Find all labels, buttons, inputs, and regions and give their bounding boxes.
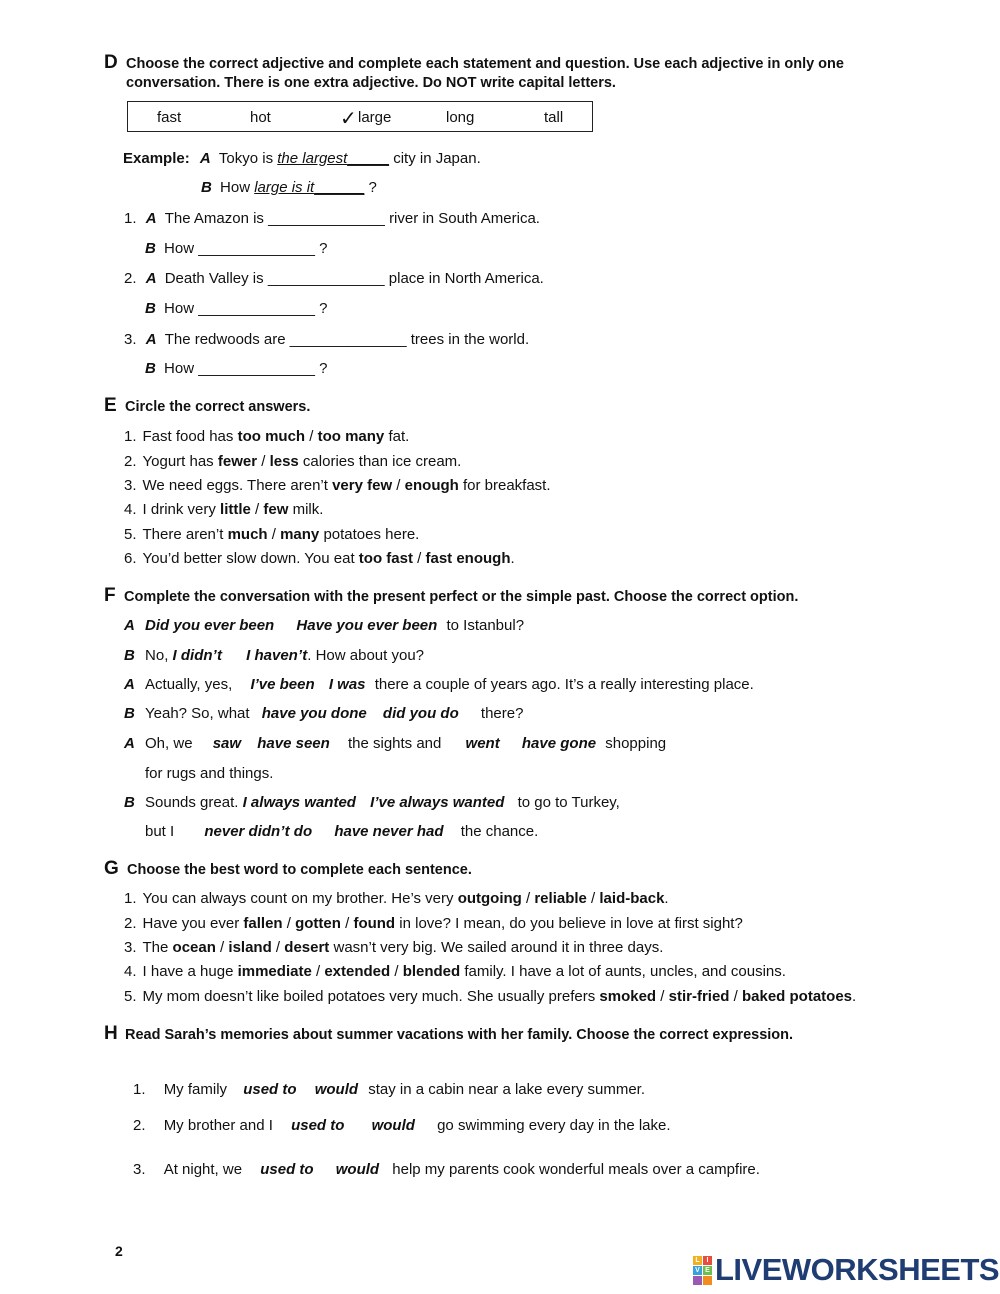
h-item-1 [133,1081,645,1098]
choice-option[interactable]: island [228,939,272,956]
f-text: the sights and [347,735,442,752]
choice-option[interactable]: found [353,915,396,932]
item-number: 1. [124,428,137,445]
choice-option[interactable]: too fast [358,550,413,567]
f-line-2 [124,647,424,664]
item-number: 3. [124,939,137,956]
f-line-6-cont [145,823,538,840]
word-box [127,101,593,132]
answer-blank[interactable]: ______________ [267,270,385,287]
choice-option[interactable]: fallen [243,915,283,932]
d-item-text: trees in the world. [410,331,530,348]
e-text: fat. [384,428,410,445]
choice-option[interactable]: much [227,526,268,543]
g-text: . [664,890,669,907]
h-text: stay in a cabin near a lake every summer. [368,1081,646,1098]
speaker-a: A [145,210,157,227]
item-number: 3. [133,1161,146,1178]
speaker-b: B [124,794,135,811]
word-fast: fast [157,109,182,126]
f-text: to Istanbul? [446,617,525,634]
logo-block [703,1276,712,1285]
separator: / [521,890,535,907]
item-number: 6. [124,550,137,567]
h-text: At night, we [163,1161,243,1178]
logo-block [693,1276,702,1285]
choice-option[interactable]: ocean [172,939,216,956]
item-number: 2. [124,453,137,470]
item-number: 2. [133,1117,146,1134]
separator: / [311,963,325,980]
choice-option[interactable]: I’ve always wanted [370,794,505,811]
item-number: 3. [124,331,137,348]
choice-option[interactable]: never didn’t do [204,823,313,840]
e-text: We need eggs. There aren’t [142,477,333,494]
speaker-b: B [145,240,156,257]
item-number: 2. [124,915,137,932]
word-long: long [446,109,475,126]
speaker-a: A [124,676,135,693]
choice-option[interactable]: too much [237,428,306,445]
choice-option[interactable]: would [314,1081,359,1098]
separator: / [250,501,264,518]
word-large: large [358,109,392,126]
item-number: 1. [133,1081,146,1098]
g-item-4 [124,963,786,980]
choice-option[interactable]: fewer [217,453,258,470]
d-item-text: How [164,360,195,377]
section-h-letter: H [104,1023,118,1044]
example-a-pre: Tokyo is [218,150,274,167]
example-b-pre: How [220,179,251,196]
separator: / [215,939,229,956]
speaker-b: B [201,179,212,196]
choice-option[interactable]: outgoing [457,890,522,907]
logo-block: I [703,1256,712,1265]
d-item-text: How [164,300,195,317]
choice-option[interactable]: desert [284,939,330,956]
separator: / [656,988,669,1005]
answer-blank[interactable]: ______________ [198,300,315,317]
choice-option[interactable]: I didn’t [172,647,222,664]
example-a-post: city in Japan. [393,150,481,167]
choice-option[interactable]: very few [332,477,393,494]
logo-block: V [693,1266,702,1275]
choice-option[interactable]: smoked [599,988,657,1005]
item-number: 5. [124,988,137,1005]
choice-option[interactable]: Did you ever been [145,617,275,634]
section-f-letter: F [104,585,116,606]
e-item-5 [124,526,419,543]
item-number: 1. [124,890,137,907]
e-text: Yogurt has [142,453,218,470]
d-item-1-a [124,210,540,227]
separator: / [729,988,742,1005]
speaker-a: A [199,150,211,167]
choice-option[interactable]: went [465,735,500,752]
separator: / [392,477,405,494]
f-text: No, [145,647,169,664]
speaker-a: A [145,270,157,287]
choice-option[interactable]: would [335,1161,380,1178]
item-number: 3. [124,477,137,494]
section-g-letter: G [104,858,119,879]
speaker-b: B [145,300,156,317]
logo-block: L [693,1256,702,1265]
d-item-text: river in South America. [389,210,540,227]
h-text: My family [163,1081,228,1098]
example-a-answer: the largest [277,150,348,167]
choice-option[interactable]: stir-fried [668,988,730,1005]
d-item-text: The Amazon is [164,210,264,227]
g-text: My mom doesn’t like boiled potatoes very much. She usually prefers [142,988,600,1005]
item-number: 4. [124,963,137,980]
choice-option[interactable]: used to [260,1161,314,1178]
f-line-4 [124,705,523,722]
f-text: shopping [605,735,667,752]
choice-option[interactable]: too many [317,428,385,445]
section-h-instruction: Read Sarah’s memories about summer vacations with her family. Choose the correct expression. [125,1027,794,1043]
g-text: I have a huge [142,963,238,980]
choice-option[interactable]: reliable [534,890,587,907]
speaker-b: B [124,647,135,664]
choice-option[interactable]: used to [291,1117,345,1134]
item-number: 2. [124,270,137,287]
section-e-instruction: Circle the correct answers. [125,399,311,415]
e-text: potatoes here. [319,526,420,543]
checkmark-icon: ✓ [340,108,357,130]
h-text: My brother and I [163,1117,273,1134]
g-item-2 [124,915,743,932]
liveworksheets-logo [693,1254,999,1286]
choice-option[interactable]: immediate [237,963,312,980]
separator: / [412,550,426,567]
d-item-2-a [124,270,544,287]
h-item-2 [133,1117,671,1134]
h-text: go swimming every day in the lake. [437,1117,671,1134]
f-line-5-cont: for rugs and things. [145,765,274,782]
g-text: family. I have a lot of aunts, uncles, and cousins. [460,963,786,980]
choice-option[interactable]: little [220,501,251,518]
section-d-instruction: Choose the correct adjective and complete each statement and question. Use each adjective in only one conversation. There is one extra adjective. Do NOT write capital letters. [126,56,844,91]
f-text: Yeah? So, what [145,705,250,722]
e-text: for breakfast. [458,477,551,494]
f-line-3 [124,676,754,693]
speaker-b: B [124,705,135,722]
speaker-a: A [145,331,157,348]
d-item-1-b [145,240,328,257]
example-b-post: ? [368,179,377,196]
choice-option[interactable]: enough [404,477,459,494]
item-number: 5. [124,526,137,543]
f-text: . How about you? [307,647,425,664]
separator: / [390,963,403,980]
choice-option[interactable]: Have you ever been [296,617,438,634]
choice-option[interactable]: I haven’t [246,647,308,664]
d-item-text: How [164,240,195,257]
e-text: calories than ice cream. [298,453,462,470]
d-item-text: ? [319,240,328,257]
choice-option[interactable]: used to [243,1081,297,1098]
logo-icon [693,1256,712,1285]
speaker-a: A [124,735,135,752]
e-text: I drink very [142,501,221,518]
choice-option[interactable]: have seen [257,735,330,752]
answer-blank[interactable]: ______________ [268,210,385,227]
e-item-2 [124,453,461,470]
section-d-letter: D [104,52,118,73]
e-item-3 [124,477,551,494]
d-item-text: ? [319,300,328,317]
e-item-4 [124,501,323,518]
separator: / [267,526,281,543]
f-text: Oh, we [145,735,193,752]
choice-option[interactable]: few [263,501,289,518]
item-number: 1. [124,210,137,227]
d-item-3-a [124,331,529,348]
d-item-text: The redwoods are [164,331,286,348]
example-a-blank: _____ [347,150,390,167]
choice-option[interactable]: have never had [334,823,444,840]
section-e-letter: E [104,395,117,416]
g-text: wasn’t very big. We sailed around it in three days. [329,939,664,956]
speaker-a: A [124,617,135,634]
example-label: Example: [123,150,190,167]
example-b-answer: large is it [254,179,315,196]
e-text: There aren’t [142,526,228,543]
separator: / [257,453,270,470]
d-item-text: ? [319,360,328,377]
separator: / [340,915,354,932]
g-text: in love? I mean, do you believe in love at first sight? [395,915,743,932]
e-text: Fast food has [142,428,238,445]
choice-option[interactable]: many [280,526,320,543]
choice-option[interactable]: saw [212,735,242,752]
choice-option[interactable]: blended [402,963,461,980]
g-text: Have you ever [142,915,244,932]
example-b-blank: ______ [314,179,365,196]
d-item-text: place in North America. [388,270,544,287]
g-item-5 [124,988,856,1005]
separator: / [586,890,600,907]
f-text: Sounds great. [145,794,239,811]
h-text: help my parents cook wonderful meals over a campfire. [392,1161,760,1178]
separator: / [305,428,318,445]
answer-blank[interactable]: ______________ [198,360,315,377]
logo-text: LIVEWORKSHEETS [715,1252,1000,1287]
h-item-3 [133,1161,760,1178]
choice-option[interactable]: I was [328,676,366,693]
example-line-b [201,179,377,196]
e-item-1 [124,428,409,445]
choice-option[interactable]: did you do [382,705,459,722]
choice-option[interactable]: laid-back [599,890,665,907]
f-line-6 [124,794,620,811]
choice-option[interactable]: would [371,1117,415,1134]
f-text: there a couple of years ago. It’s a really interesting place. [374,676,754,693]
answer-blank[interactable]: ______________ [198,240,315,257]
f-line-5 [124,735,666,752]
example-line-a [123,150,481,167]
word-hot: hot [250,109,271,126]
choice-option[interactable]: extended [324,963,391,980]
d-item-text: Death Valley is [164,270,264,287]
f-line-1 [124,617,524,634]
e-text: . [510,550,515,567]
f-text: there? [480,705,524,722]
choice-option[interactable]: have gone [521,735,597,752]
f-text: but I [145,823,175,840]
e-item-6 [124,550,515,567]
d-item-3-b [145,360,328,377]
g-item-3 [124,939,663,956]
d-item-2-b [145,300,328,317]
g-text: . [852,988,857,1005]
item-number: 4. [124,501,137,518]
e-text: milk. [288,501,324,518]
f-text: Actually, yes, [145,676,233,693]
answer-blank[interactable]: ______________ [289,331,407,348]
g-text: You can always count on my brother. He’s very [142,890,458,907]
f-text: to go to Turkey, [517,794,620,811]
choice-option[interactable]: less [269,453,299,470]
choice-option[interactable]: baked potatoes [741,988,853,1005]
section-f-instruction: Complete the conversation with the present perfect or the simple past. Choose the correct option. [124,589,799,605]
e-text: You’d better slow down. You eat [142,550,359,567]
choice-option[interactable]: fast enough [425,550,511,567]
section-g-instruction: Choose the best word to complete each sentence. [127,862,472,878]
f-text: the chance. [460,823,539,840]
choice-option[interactable]: have you done [261,705,367,722]
choice-option[interactable]: I’ve been [250,676,315,693]
g-item-1 [124,890,669,907]
choice-option[interactable]: gotten [295,915,341,932]
separator: / [271,939,285,956]
logo-block: E [703,1266,712,1275]
g-text: The [142,939,173,956]
page-number: 2 [115,1243,123,1259]
word-tall: tall [544,109,564,126]
speaker-b: B [145,360,156,377]
separator: / [282,915,296,932]
choice-option[interactable]: I always wanted [242,794,356,811]
